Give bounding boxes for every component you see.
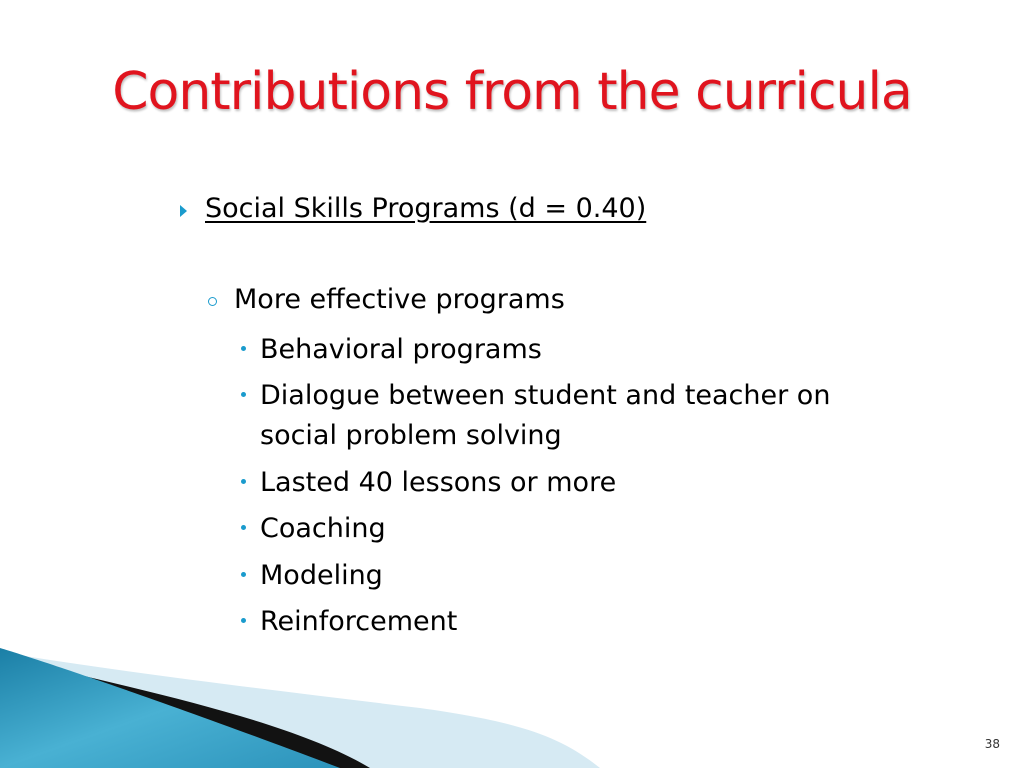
list-item-text: Coaching xyxy=(260,513,386,544)
dot-bullet-icon xyxy=(241,392,246,397)
slide-title: Contributions from the curricula xyxy=(112,62,912,122)
list-item-text: Reinforcement xyxy=(260,606,458,637)
dot-bullet-icon xyxy=(241,479,246,484)
circle-bullet-icon xyxy=(208,297,217,306)
dot-bullet-icon xyxy=(241,525,246,530)
bullet-level-2-text: More effective programs xyxy=(234,284,565,315)
dot-bullet-icon xyxy=(241,572,246,577)
list-item-text: Behavioral programs xyxy=(260,334,542,365)
list-item-text: Modeling xyxy=(260,560,383,591)
list-item-text-continued: social problem solving xyxy=(260,420,562,451)
page-number: 38 xyxy=(984,737,1000,751)
list-item-text: Lasted 40 lessons or more xyxy=(260,467,617,498)
dot-bullet-icon xyxy=(241,618,246,623)
bullet-level-1-text: Social Skills Programs (d = 0.40) xyxy=(205,193,647,224)
dot-bullet-icon xyxy=(241,346,246,351)
list-item-text: Dialogue between student and teacher on xyxy=(260,380,831,411)
triangle-bullet-icon xyxy=(180,205,187,217)
